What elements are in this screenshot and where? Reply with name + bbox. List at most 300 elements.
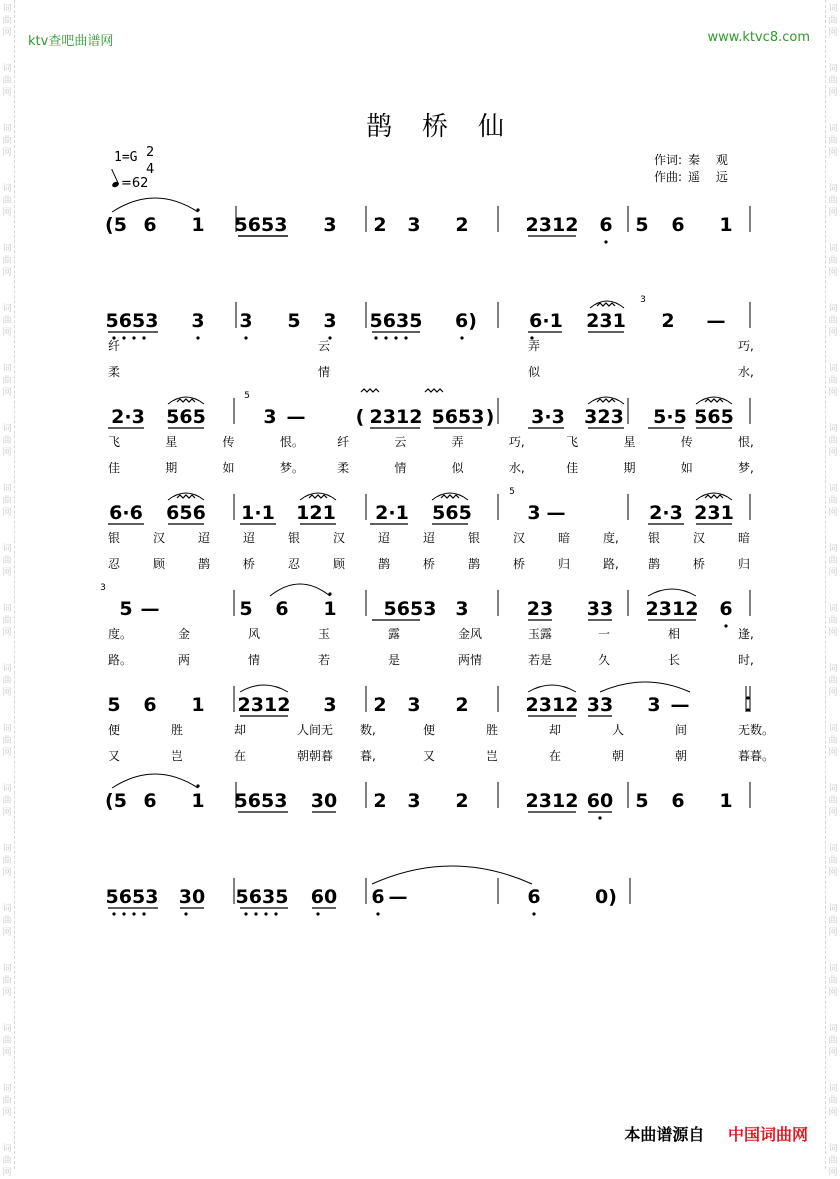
slur [696, 397, 732, 404]
lyric-verse-2: 水, [508, 461, 525, 475]
note-group: 6 [143, 214, 157, 236]
lyric-verse-2: 鹊 [648, 557, 661, 571]
note-group: — [670, 694, 690, 716]
note-group: 2312 [369, 406, 423, 428]
note-group: 2 [373, 790, 387, 812]
ornament-mark [177, 399, 195, 402]
ornament-mark [309, 495, 327, 498]
octave-dot [196, 336, 199, 339]
octave-dot [196, 784, 199, 787]
note-group: 5·5 [653, 406, 687, 428]
lyric-verse-1: 度, [603, 531, 619, 545]
watermark-glyph: 曲 [828, 256, 838, 266]
lyric-verse-2: 时, [738, 653, 754, 667]
lyric-verse-1: 风 [248, 627, 261, 641]
watermark-glyph: 网 [2, 508, 12, 518]
lyric-verse-2: 情 [248, 653, 261, 667]
footer-label: 本曲谱源自 [624, 1125, 705, 1144]
note-group: 323 [584, 406, 624, 428]
watermark-glyph: 词 [828, 844, 838, 854]
watermark-glyph: 词 [828, 4, 838, 14]
note-group: 2 [455, 790, 469, 812]
lyric-verse-1: 飞 [108, 435, 121, 449]
note-group: 5 [287, 310, 301, 332]
ornament-mark [425, 389, 443, 392]
note-group: 2 [373, 214, 387, 236]
octave-dot [316, 912, 319, 915]
watermark-glyph: 网 [828, 1168, 838, 1178]
slur [648, 589, 696, 596]
watermark-glyph: 词 [828, 424, 838, 434]
octave-dot [244, 912, 247, 915]
watermark-glyph: 网 [828, 1048, 838, 1058]
slur [168, 397, 204, 404]
lyric-verse-1: 暗 [558, 531, 571, 545]
note-group: 2 [373, 694, 387, 716]
lyric-verse-2: 朝 [612, 749, 625, 763]
lyric-verse-1: 一 [598, 627, 611, 641]
note-group: 5653 [234, 790, 288, 812]
watermark-glyph: 网 [828, 268, 838, 278]
lyric-verse-1: 便 [108, 723, 121, 737]
watermark-glyph: 词 [828, 724, 838, 734]
lyric-verse-2: 桥 [423, 557, 436, 571]
lyric-verse-1: 无数。 [738, 723, 775, 737]
slur [696, 493, 732, 500]
lyric-verse-2: 桥 [693, 557, 706, 571]
lyric-verse-2: 两 [178, 653, 191, 667]
watermark-glyph: 词 [828, 544, 838, 554]
header-site-left[interactable]: ktv查吧曲谱网 [28, 34, 114, 49]
lyric-verse-2: 如 [222, 461, 235, 475]
note-group: 6) [455, 310, 477, 332]
note-group: 6·1 [529, 310, 563, 332]
watermark-glyph: 词 [828, 484, 838, 494]
lyric-verse-1: 逢, [738, 627, 754, 641]
watermark-glyph: 网 [2, 328, 12, 338]
note-group: ) [485, 406, 495, 428]
note-group: 3 [455, 598, 469, 620]
ornament-mark [597, 399, 615, 402]
note-group: 2312 [525, 214, 579, 236]
lyric-verse-2: 如 [680, 461, 693, 475]
note-group: 60 [310, 886, 338, 908]
watermark-glyph: 曲 [2, 16, 12, 26]
lyric-verse-2: 若 [318, 653, 331, 667]
time-numerator: 2 [146, 145, 155, 160]
lyric-verse-2: 忍 [108, 557, 121, 571]
lyric-verse-1: 恨, [738, 435, 754, 449]
note-group: (5 [105, 790, 127, 812]
lyric-verse-1: 暗 [738, 531, 751, 545]
slur [432, 493, 468, 500]
lyric-verse-2: 朝朝暮 [297, 749, 334, 763]
slur [588, 397, 624, 404]
watermark-glyph: 词 [828, 364, 838, 374]
slur [112, 198, 198, 212]
lyric-verse-1: 银 [108, 531, 121, 545]
watermark-glyph: 网 [2, 688, 12, 698]
lyric-verse-2: 在 [234, 749, 247, 763]
lyric-verse-1: 恨。 [279, 435, 304, 449]
octave-dot [404, 336, 407, 339]
lyric-verse-1: 纤 [108, 339, 121, 353]
watermark-glyph: 网 [2, 1108, 12, 1118]
watermark-glyph: 网 [828, 988, 838, 998]
note-group: 0) [595, 886, 617, 908]
watermark-glyph: 词 [2, 544, 12, 554]
watermark-glyph: 网 [2, 28, 12, 38]
note-group: 33 [586, 694, 614, 716]
note-group: 2 [661, 310, 675, 332]
lyric-verse-1: 巧, [738, 339, 754, 353]
lyric-verse-1: 迢 [198, 531, 211, 545]
time-denominator: 4 [146, 162, 155, 177]
header-site-right[interactable]: www.ktvc8.com [707, 30, 810, 45]
note-group: 2 [455, 694, 469, 716]
watermark-glyph: 曲 [2, 196, 12, 206]
watermark-glyph: 词 [828, 904, 838, 914]
watermark-glyph: 曲 [2, 256, 12, 266]
lyric-verse-2: 是 [388, 653, 401, 667]
lyric-verse-2: 顾 [333, 557, 346, 571]
note-group: 3 [527, 502, 541, 524]
lyric-verse-2: 顾 [153, 557, 166, 571]
octave-dot [184, 912, 187, 915]
lyric-verse-1: 飞 [566, 435, 579, 449]
watermark-glyph: 词 [828, 124, 838, 134]
lyricist-line: 作词: 秦 观 [654, 153, 734, 167]
watermark-glyph: 网 [2, 568, 12, 578]
watermark-glyph: 词 [2, 244, 12, 254]
watermark-glyph: 网 [2, 208, 12, 218]
octave-dot [122, 336, 125, 339]
lyric-verse-1: 金风 [458, 627, 483, 641]
note-group: 1 [719, 214, 733, 236]
watermark-glyph: 网 [828, 568, 838, 578]
grace-note: 3 [100, 583, 106, 593]
note-group: 6 [599, 214, 613, 236]
note-group: 231 [586, 310, 626, 332]
lyric-verse-2: 期 [623, 461, 636, 475]
lyric-verse-2: 鹊 [378, 557, 391, 571]
lyric-verse-2: 在 [549, 749, 562, 763]
lyric-verse-1: 银 [288, 531, 301, 545]
lyric-verse-1: 汉 [153, 531, 166, 545]
lyric-verse-2: 佳 [108, 461, 121, 475]
lyric-verse-1: 弄 [528, 339, 541, 353]
ornament-mark [705, 495, 723, 498]
note-group: 3 [407, 214, 421, 236]
note-group: 1 [719, 790, 733, 812]
note-group: 23 [526, 598, 554, 620]
watermark-glyph: 网 [828, 748, 838, 758]
note-group: 5653 [234, 214, 288, 236]
note-group: ( [355, 406, 365, 428]
lyric-verse-2: 佳 [566, 461, 579, 475]
page-title: 鹊桥仙 [365, 112, 534, 142]
watermark-glyph: 网 [2, 88, 12, 98]
note-group: 5 [635, 214, 649, 236]
watermark-glyph: 曲 [828, 676, 838, 686]
octave-dot [746, 708, 749, 711]
note-group: 121 [296, 502, 336, 524]
octave-dot [374, 336, 377, 339]
note-group: 6 [527, 886, 541, 908]
watermark-glyph: 词 [828, 184, 838, 194]
octave-dot [142, 336, 145, 339]
watermark-glyph: 网 [828, 628, 838, 638]
octave-dot [132, 912, 135, 915]
watermark-glyph: 网 [2, 268, 12, 278]
watermark-glyph: 曲 [828, 1156, 838, 1166]
note-group: 6 [143, 694, 157, 716]
watermark-glyph: 词 [828, 604, 838, 614]
lyric-verse-2: 梦, [738, 461, 754, 475]
lyric-verse-2: 暮, [360, 749, 376, 763]
octave-dot [604, 240, 607, 243]
ornament-mark [177, 495, 195, 498]
note-group: 1 [191, 790, 205, 812]
watermark-glyph: 曲 [2, 76, 12, 86]
note-group: — [286, 406, 306, 428]
note-group: 3 [191, 310, 205, 332]
lyric-verse-2: 桥 [513, 557, 526, 571]
note-group: 3 [323, 694, 337, 716]
note-group: 2·3 [111, 406, 145, 428]
lyric-verse-1: 便 [423, 723, 436, 737]
watermark-glyph: 网 [828, 28, 838, 38]
lyric-verse-2: 桥 [243, 557, 256, 571]
tempo-value: =62 [121, 176, 149, 191]
octave-dot [376, 912, 379, 915]
watermark-glyph: 词 [2, 964, 12, 974]
watermark-glyph: 词 [2, 1084, 12, 1094]
lyric-verse-1: 迢 [378, 531, 391, 545]
watermark-glyph: 曲 [828, 1036, 838, 1046]
footer-site-link[interactable]: 中国词曲网 [727, 1125, 808, 1144]
watermark-glyph: 词 [828, 1084, 838, 1094]
note-group: 3 [323, 214, 337, 236]
octave-dot [254, 912, 257, 915]
note-group: 33 [586, 598, 614, 620]
note-group: 30 [310, 790, 338, 812]
octave-dot [384, 336, 387, 339]
lyric-verse-1: 胜 [171, 723, 184, 737]
lyric-verse-2: 两情 [458, 653, 483, 667]
lyric-verse-1: 胜 [486, 723, 499, 737]
watermark-glyph: 词 [2, 424, 12, 434]
lyric-verse-2: 期 [165, 461, 178, 475]
lyric-verse-1: 数, [360, 723, 376, 737]
lyric-verse-1: 传 [222, 435, 235, 449]
watermark-glyph: 网 [828, 328, 838, 338]
lyric-verse-1: 人间无 [297, 723, 334, 737]
note-group: 6 [275, 598, 289, 620]
octave-dot [598, 816, 601, 819]
watermark-glyph: 网 [2, 1168, 12, 1178]
lyric-verse-2: 水, [738, 365, 754, 379]
lyric-verse-1: 银 [648, 531, 661, 545]
watermark-glyph: 词 [2, 484, 12, 494]
note-group: 1 [191, 694, 205, 716]
watermark-glyph: 网 [828, 868, 838, 878]
note-group: — [388, 886, 408, 908]
note-group: 565 [432, 502, 472, 524]
lyric-verse-2: 柔 [337, 461, 350, 475]
lyric-verse-2: 长 [668, 653, 681, 667]
lyric-verse-2: 久 [598, 653, 611, 667]
watermark-glyph: 词 [828, 64, 838, 74]
octave-dot [122, 912, 125, 915]
grace-note: 5 [509, 487, 515, 497]
lyric-verse-2: 若是 [528, 653, 553, 667]
octave-dot [274, 912, 277, 915]
watermark-glyph: 曲 [828, 556, 838, 566]
watermark-glyph: 词 [2, 1024, 12, 1034]
watermark-glyph: 曲 [828, 976, 838, 986]
watermark-glyph: 词 [828, 244, 838, 254]
watermark-glyph: 词 [2, 784, 12, 794]
note-group: 1 [191, 214, 205, 236]
lyric-verse-2: 朝 [675, 749, 688, 763]
watermark-glyph: 词 [828, 1024, 838, 1034]
octave-dot [746, 696, 749, 699]
octave-dot [244, 336, 247, 339]
slur [372, 866, 532, 884]
ornament-mark [441, 495, 459, 498]
note-group: 5 [107, 694, 121, 716]
note-group: 1·1 [241, 502, 275, 524]
watermark-glyph: 曲 [2, 496, 12, 506]
lyric-verse-2: 路, [603, 557, 619, 571]
watermark-glyph: 曲 [2, 376, 12, 386]
lyric-verse-1: 间 [675, 723, 688, 737]
lyric-verse-1: 相 [668, 627, 681, 641]
watermark-glyph: 网 [828, 208, 838, 218]
lyric-verse-2: 情 [318, 365, 331, 379]
watermark-glyph: 词 [2, 184, 12, 194]
watermark-glyph: 网 [828, 928, 838, 938]
lyric-verse-1: 玉露 [528, 627, 553, 641]
note-group: 6 [671, 790, 685, 812]
octave-dot [724, 624, 727, 627]
lyric-verse-2: 归 [558, 557, 571, 571]
watermark-glyph: 曲 [2, 436, 12, 446]
lyric-verse-2: 岂 [486, 749, 499, 763]
note-group: 6 [719, 598, 733, 620]
note-group: 6 [671, 214, 685, 236]
slur [528, 685, 576, 692]
note-group: 2 [455, 214, 469, 236]
grace-note: 3 [640, 295, 646, 305]
note-group: 2312 [645, 598, 699, 620]
watermark-glyph: 曲 [2, 1096, 12, 1106]
lyric-verse-1: 汉 [513, 531, 526, 545]
watermark-glyph: 词 [2, 604, 12, 614]
watermark-glyph: 曲 [2, 1036, 12, 1046]
watermark-glyph: 曲 [828, 496, 838, 506]
watermark-glyph: 词 [828, 964, 838, 974]
lyric-verse-1: 云 [318, 339, 331, 353]
lyric-verse-1: 弄 [451, 435, 464, 449]
watermark-glyph: 曲 [2, 916, 12, 926]
slur [168, 493, 204, 500]
watermark-glyph: 网 [828, 448, 838, 458]
lyric-verse-2: 忍 [288, 557, 301, 571]
watermark-glyph: 词 [828, 304, 838, 314]
note-group: 3 [407, 694, 421, 716]
octave-dot [532, 912, 535, 915]
lyric-verse-1: 却 [549, 723, 562, 737]
watermark-glyph: 曲 [2, 736, 12, 746]
lyric-verse-1: 云 [394, 435, 407, 449]
watermark-glyph: 曲 [828, 76, 838, 86]
note-group: 5653 [105, 310, 159, 332]
composer-line: 作曲: 遥 远 [654, 170, 734, 184]
watermark-glyph: 曲 [2, 976, 12, 986]
watermark-glyph: 曲 [828, 136, 838, 146]
lyric-verse-1: 汉 [333, 531, 346, 545]
watermark-glyph: 曲 [2, 136, 12, 146]
note-group: 2312 [525, 694, 579, 716]
note-group: 3 [263, 406, 277, 428]
watermark-glyph: 网 [828, 508, 838, 518]
octave-dot [328, 592, 331, 595]
note-group: — [140, 598, 160, 620]
note-group: (5 [105, 214, 127, 236]
lyric-verse-2: 似 [528, 365, 541, 379]
note-group: 6·6 [109, 502, 143, 524]
watermark-glyph: 网 [828, 688, 838, 698]
watermark-glyph: 网 [828, 808, 838, 818]
note-group: 5635 [369, 310, 423, 332]
lyric-verse-1: 玉 [318, 627, 331, 641]
lyric-verse-1: 度。 [108, 627, 133, 641]
watermark-glyph: 曲 [2, 316, 12, 326]
lyric-verse-1: 纤 [337, 435, 350, 449]
watermark-glyph: 词 [828, 664, 838, 674]
watermark-glyph: 曲 [828, 916, 838, 926]
note-group: 5 [119, 598, 133, 620]
lyric-verse-1: 人 [612, 723, 625, 737]
lyric-verse-1: 金 [178, 627, 191, 641]
note-group: 2·1 [375, 502, 409, 524]
watermark-glyph: 网 [828, 148, 838, 158]
watermark-glyph: 词 [2, 4, 12, 14]
watermark-glyph: 词 [2, 904, 12, 914]
watermark-glyph: 网 [828, 388, 838, 398]
note-group: 2·3 [649, 502, 683, 524]
note-group: 3 [647, 694, 661, 716]
watermark-glyph: 曲 [828, 16, 838, 26]
lyric-verse-2: 似 [451, 461, 464, 475]
slur [112, 774, 198, 788]
watermark-glyph: 词 [2, 724, 12, 734]
lyric-verse-1: 露 [388, 627, 401, 641]
watermark-glyph: 词 [2, 1144, 12, 1154]
slur [240, 685, 288, 692]
octave-dot [142, 912, 145, 915]
lyric-verse-1: 汉 [693, 531, 706, 545]
note-group: — [706, 310, 726, 332]
lyric-verse-1: 迢 [243, 531, 256, 545]
slur [270, 584, 330, 596]
note-group: 565 [694, 406, 734, 428]
watermark-glyph: 网 [2, 928, 12, 938]
note-group: 5653 [383, 598, 437, 620]
watermark-glyph: 网 [2, 808, 12, 818]
